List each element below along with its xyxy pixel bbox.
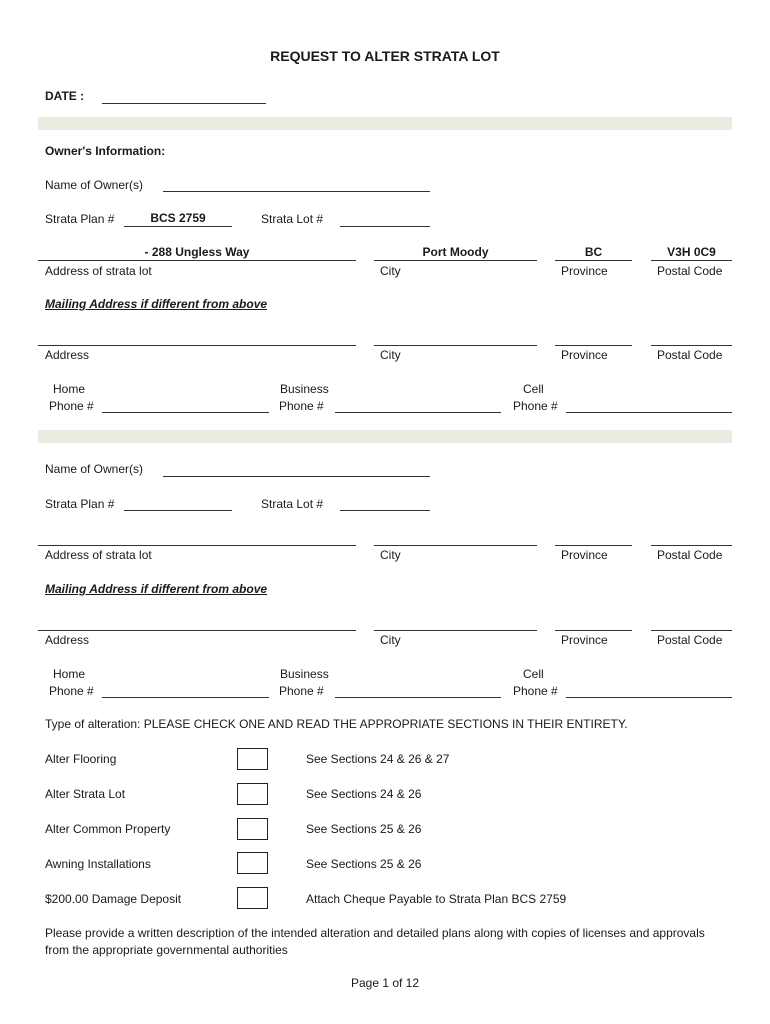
city-label: City bbox=[380, 264, 401, 278]
home-phone-label-2: Phone # bbox=[49, 684, 94, 698]
section-divider bbox=[38, 430, 732, 443]
home-label: Home bbox=[53, 382, 86, 396]
province-value: BC bbox=[584, 245, 603, 259]
mailing-postal-code-label-2: Postal Code bbox=[657, 633, 723, 647]
province-field[interactable] bbox=[555, 260, 632, 261]
strata-lot-field[interactable] bbox=[340, 226, 430, 227]
postal-code-value: V3H 0C9 bbox=[667, 245, 716, 259]
alteration-label-flooring: Alter Flooring bbox=[45, 752, 117, 766]
mailing-address-heading: Mailing Address if different from above bbox=[45, 297, 268, 311]
mailing-address-field-2[interactable] bbox=[38, 630, 356, 631]
cell-phone-label: Phone # bbox=[513, 399, 558, 413]
mailing-city-field-2[interactable] bbox=[374, 630, 537, 631]
province-label: Province bbox=[561, 264, 608, 278]
strata-plan-label-2: Strata Plan # bbox=[45, 497, 115, 511]
business-phone-field-2[interactable] bbox=[335, 697, 501, 698]
home-label-2: Home bbox=[53, 667, 86, 681]
alter-strata-lot-checkbox[interactable] bbox=[237, 783, 268, 805]
address-of-strata-lot-field[interactable] bbox=[38, 260, 356, 261]
city-field[interactable] bbox=[374, 260, 537, 261]
mailing-city-label: City bbox=[380, 348, 401, 362]
alteration-note-damage-deposit: Attach Cheque Payable to Strata Plan BCS 2759 bbox=[306, 892, 567, 906]
awning-installations-checkbox[interactable] bbox=[237, 852, 268, 874]
alteration-intro: Type of alteration: PLEASE CHECK ONE AND READ THE APPROPRIATE SECTIONS IN THEIR ENTIRETY. bbox=[45, 717, 628, 731]
strata-lot-label: Strata Lot # bbox=[261, 212, 324, 226]
cell-phone-field-2[interactable] bbox=[566, 697, 732, 698]
business-label-2: Business bbox=[280, 667, 329, 681]
cell-label: Cell bbox=[523, 382, 544, 396]
strata-lot-label-2: Strata Lot # bbox=[261, 497, 324, 511]
home-phone-field[interactable] bbox=[102, 412, 269, 413]
address-value: - 288 Ungless Way bbox=[144, 245, 250, 259]
mailing-postal-code-field[interactable] bbox=[651, 345, 732, 346]
name-of-owners-field-2[interactable] bbox=[163, 476, 430, 477]
strata-plan-field-2[interactable] bbox=[124, 510, 232, 511]
damage-deposit-checkbox[interactable] bbox=[237, 887, 268, 909]
page-title: REQUEST TO ALTER STRATA LOT bbox=[270, 48, 500, 64]
postal-code-label: Postal Code bbox=[657, 264, 723, 278]
business-phone-field[interactable] bbox=[335, 412, 501, 413]
city-label-2: City bbox=[380, 548, 401, 562]
address-of-strata-lot-label-2: Address of strata lot bbox=[45, 548, 152, 562]
mailing-city-label-2: City bbox=[380, 633, 401, 647]
description-instructions: Please provide a written description of the intended alteration and detailed plans along with copies of licenses and approvals from the appropriate governmental authorities bbox=[45, 926, 705, 957]
strata-plan-value: BCS 2759 bbox=[150, 211, 206, 225]
alter-common-property-checkbox[interactable] bbox=[237, 818, 268, 840]
mailing-address-field[interactable] bbox=[38, 345, 356, 346]
cell-label-2: Cell bbox=[523, 667, 544, 681]
cell-phone-field[interactable] bbox=[566, 412, 732, 413]
business-label: Business bbox=[280, 382, 329, 396]
province-label-2: Province bbox=[561, 548, 608, 562]
alteration-label-awning: Awning Installations bbox=[45, 857, 151, 871]
strata-plan-field[interactable] bbox=[124, 226, 232, 227]
name-of-owners-label-2: Name of Owner(s) bbox=[45, 462, 144, 476]
postal-code-label-2: Postal Code bbox=[657, 548, 723, 562]
strata-plan-label: Strata Plan # bbox=[45, 212, 115, 226]
address-of-strata-lot-field-2[interactable] bbox=[38, 545, 356, 546]
home-phone-label: Phone # bbox=[49, 399, 94, 413]
home-phone-field-2[interactable] bbox=[102, 697, 269, 698]
business-phone-label: Phone # bbox=[279, 399, 324, 413]
alter-flooring-checkbox[interactable] bbox=[237, 748, 268, 770]
mailing-postal-code-label: Postal Code bbox=[657, 348, 723, 362]
postal-code-field-2[interactable] bbox=[651, 545, 732, 546]
date-field[interactable] bbox=[102, 103, 266, 104]
alteration-note-strata-lot: See Sections 24 & 26 bbox=[306, 787, 422, 801]
mailing-province-label-2: Province bbox=[561, 633, 608, 647]
province-field-2[interactable] bbox=[555, 545, 632, 546]
business-phone-label-2: Phone # bbox=[279, 684, 324, 698]
city-value: Port Moody bbox=[422, 245, 489, 259]
name-of-owners-field[interactable] bbox=[163, 191, 430, 192]
alteration-label-strata-lot: Alter Strata Lot bbox=[45, 787, 126, 801]
postal-code-field[interactable] bbox=[651, 260, 732, 261]
address-of-strata-lot-label: Address of strata lot bbox=[45, 264, 152, 278]
date-label: DATE : bbox=[45, 89, 85, 103]
mailing-address-label: Address bbox=[45, 348, 90, 362]
mailing-city-field[interactable] bbox=[374, 345, 537, 346]
page-number: Page 1 of 12 bbox=[350, 976, 420, 990]
mailing-address-heading-2: Mailing Address if different from above bbox=[45, 582, 268, 596]
city-field-2[interactable] bbox=[374, 545, 537, 546]
mailing-province-label: Province bbox=[561, 348, 608, 362]
alteration-note-common-property: See Sections 25 & 26 bbox=[306, 822, 422, 836]
alteration-note-awning: See Sections 25 & 26 bbox=[306, 857, 422, 871]
alteration-note-flooring: See Sections 24 & 26 & 27 bbox=[306, 752, 450, 766]
mailing-postal-code-field-2[interactable] bbox=[651, 630, 732, 631]
owners-info-heading: Owner's Information: bbox=[45, 144, 166, 158]
mailing-province-field-2[interactable] bbox=[555, 630, 632, 631]
cell-phone-label-2: Phone # bbox=[513, 684, 558, 698]
alteration-label-damage-deposit: $200.00 Damage Deposit bbox=[45, 892, 182, 906]
alteration-label-common-property: Alter Common Property bbox=[45, 822, 171, 836]
name-of-owners-label: Name of Owner(s) bbox=[45, 178, 144, 192]
strata-lot-field-2[interactable] bbox=[340, 510, 430, 511]
mailing-province-field[interactable] bbox=[555, 345, 632, 346]
section-divider bbox=[38, 117, 732, 130]
mailing-address-label-2: Address bbox=[45, 633, 90, 647]
